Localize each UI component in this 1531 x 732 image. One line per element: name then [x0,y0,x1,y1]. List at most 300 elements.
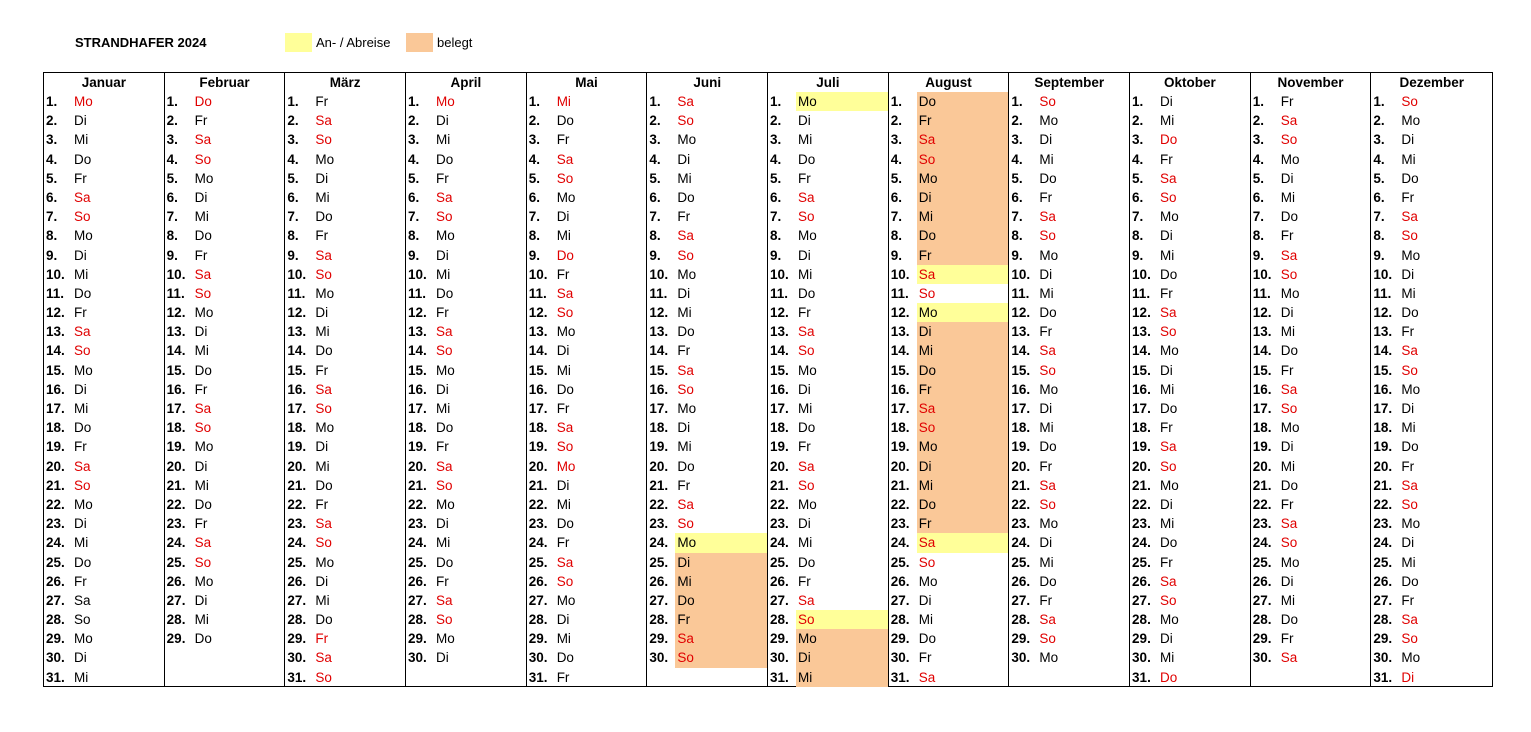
month-column-juni [647,73,768,686]
weekday-cell: Sa [436,592,453,608]
day-number: 27. [287,592,307,608]
day-row [527,514,647,533]
weekday-cell: Sa [1280,381,1298,397]
day-number: 22. [46,496,65,512]
weekday-cell: Mo [1160,612,1179,628]
day-row [406,265,526,284]
weekday-cell: Di [74,247,87,263]
day-number: 18. [1011,420,1031,436]
day-number: 13. [528,324,548,340]
weekday-cell: Fr [194,247,208,263]
weekday-cell: Di [677,285,691,301]
day-number: 27. [770,592,789,608]
day-row [527,226,647,245]
day-row [647,322,767,341]
weekday-cell: Mo [74,228,93,244]
weekday-cell: Di [918,592,932,608]
weekday-cell: Mo [677,132,697,148]
weekday-cell: Do [1160,669,1178,685]
day-row [406,476,526,495]
day-row [647,226,767,245]
weekday-cell: So [436,209,453,225]
day-number: 25. [166,554,186,570]
weekday-cell: So [194,285,212,301]
day-number: 17. [770,401,789,416]
month-name: März [329,75,361,90]
day-number: 28. [1011,612,1031,628]
day-number: 25. [46,554,65,570]
weekday-cell: Mi [1280,592,1295,608]
day-number: 10. [1252,266,1272,282]
day-row [406,591,526,610]
day-row [527,322,647,341]
day-row [1251,553,1371,572]
weekday-cell: Mo [1401,381,1421,397]
day-number: 30. [1373,650,1393,666]
day-number: 17. [1252,401,1272,416]
day-row [768,476,888,495]
weekday-cell: Fr [556,669,570,685]
day-number: 15. [1252,362,1272,378]
day-number: 14. [1373,343,1393,359]
day-number: 4. [166,151,178,167]
weekday-cell: Do [556,516,574,532]
weekday-cell: Mi [1160,247,1175,263]
day-number: 15. [46,362,65,378]
weekday-cell: Sa [74,592,91,608]
day-row [1130,591,1250,610]
weekday-cell: Mo [556,324,576,340]
weekday-cell: Mo [917,303,1009,322]
day-number: 24. [408,535,427,551]
day-number: 5. [166,170,178,186]
day-row [1251,246,1371,265]
weekday-cell: So [1401,631,1418,647]
weekday-cell: Di [798,381,811,397]
weekday-cell: Di [436,650,449,666]
weekday-cell: Di [436,113,449,129]
day-number: 8. [408,228,420,244]
day-number: 1. [890,94,902,109]
weekday-cell: Di [677,151,691,167]
day-number: 14. [770,343,789,359]
weekday-cell: Mo [194,170,214,186]
day-number: 2. [46,113,58,129]
day-number: 19. [46,439,65,455]
day-row [165,418,285,437]
weekday-cell: Sa [556,420,574,436]
day-number: 9. [649,247,661,263]
weekday-cell: Sa [74,324,91,340]
day-number: 16. [1011,381,1031,397]
day-number: 15. [770,362,789,378]
weekday-cell: So [315,401,332,416]
day-row [647,437,767,456]
day-row [285,476,405,495]
day-number: 4. [528,151,540,167]
weekday-cell: Fr [1160,554,1173,570]
day-number: 13. [1373,324,1393,340]
weekday-cell: Mi [1401,554,1416,570]
day-number: 14. [408,343,427,359]
day-row [527,668,647,687]
weekday-cell: Fr [1039,324,1053,340]
weekday-cell: So [194,420,212,436]
day-number: 16. [890,381,910,397]
day-number: 23. [46,516,65,532]
day-row [406,130,526,149]
day-row [44,629,164,648]
day-row [285,207,405,226]
day-number: 23. [890,516,910,532]
weekday-cell: Mo [1039,247,1059,263]
weekday-cell: Sa [1280,650,1298,666]
day-number: 4. [770,151,782,167]
day-number: 10. [1132,266,1151,282]
day-row [44,457,164,476]
day-row [1009,284,1129,303]
day-row [406,648,526,667]
day-number: 8. [649,228,661,244]
day-number: 11. [890,285,909,301]
day-number: 13. [1252,324,1272,340]
day-row [1251,361,1371,380]
weekday-cell: So [798,209,815,225]
month-name: September [1034,75,1105,90]
weekday-cell: Sa [315,113,332,129]
day-row [44,207,164,226]
weekday-cell: So [1160,189,1177,205]
day-row [1130,514,1250,533]
day-row [647,476,767,495]
day-row [44,380,164,399]
weekday-cell: Mo [194,439,214,455]
weekday-cell: Sa [1160,170,1177,186]
day-number: 18. [408,420,427,436]
day-row [1251,380,1371,399]
day-number: 15. [890,362,910,378]
day-number: 11. [408,285,427,301]
day-row [285,418,405,437]
day-number: 30. [770,650,789,666]
day-number: 3. [1132,132,1144,148]
day-number: 31. [287,669,307,685]
weekday-cell: Mo [1160,209,1179,225]
weekday-cell: Di [1280,573,1294,589]
day-row [165,533,285,552]
day-number: 2. [408,113,420,129]
weekday-cell: So [1160,324,1177,340]
day-row [406,226,526,245]
weekday-cell: So [1280,132,1298,148]
weekday-cell: Fr [315,362,329,378]
day-row [889,92,1009,111]
weekday-cell: Do [1280,209,1298,225]
weekday-cell: Mi [194,343,209,359]
day-number: 1. [649,94,661,109]
day-row [768,92,888,111]
weekday-cell: Mo [1039,516,1059,532]
day-number: 16. [287,381,307,397]
day-number: 14. [1011,343,1031,359]
weekday-cell: Do [436,151,454,167]
weekday-cell: Fr [1160,285,1173,301]
day-number: 6. [528,189,540,205]
day-row [889,648,1009,667]
day-number: 19. [1252,439,1272,455]
day-row [406,610,526,629]
day-row [1130,246,1250,265]
day-number: 26. [46,573,65,589]
weekday-cell: Mi [74,132,89,148]
weekday-cell: Di [798,516,811,532]
weekday-cell: Di [1160,631,1173,647]
day-row [889,629,1009,648]
day-row [1130,188,1250,207]
day-row [44,111,164,130]
day-number: 8. [1252,228,1264,244]
day-number: 25. [528,554,548,570]
day-row [1371,303,1492,322]
day-row [1130,341,1250,360]
weekday-cell: Di [1160,496,1173,512]
day-row [1130,457,1250,476]
day-number: 10. [1373,266,1393,282]
day-row [285,341,405,360]
day-row [165,130,285,149]
weekday-cell: Do [556,113,574,129]
day-row [889,226,1009,245]
day-row [768,610,888,629]
weekday-cell: Mi [798,535,813,551]
day-row [44,265,164,284]
weekday-cell: Fr [1401,324,1415,340]
day-row [647,514,767,533]
weekday-cell: Mi [1039,420,1054,436]
day-number: 22. [528,496,548,512]
weekday-cell: Do [74,285,92,301]
day-row [768,322,888,341]
day-number: 13. [287,324,307,340]
day-row [889,457,1009,476]
day-number: 6. [770,189,782,205]
weekday-cell: Fr [194,381,208,397]
day-number: 23. [287,516,307,532]
day-number: 10. [528,266,548,282]
day-number: 15. [1132,362,1151,378]
day-row [44,169,164,188]
weekday-cell: Di [556,612,570,628]
day-number: 24. [1373,535,1393,551]
day-number: 29. [287,631,307,647]
day-row [1009,361,1129,380]
weekday-cell: So [1160,592,1177,608]
weekday-cell: Di [1039,401,1053,416]
day-number: 2. [649,113,661,129]
day-row [647,92,767,111]
day-row [647,418,767,437]
day-row [527,92,647,111]
day-row [285,361,405,380]
day-number: 3. [1373,132,1385,148]
weekday-cell: Mi [436,401,451,416]
day-number: 4. [1252,151,1264,167]
day-row [165,341,285,360]
day-row [527,150,647,169]
day-number: 1. [408,94,420,109]
weekday-cell: Sa [556,554,574,570]
day-row [1251,514,1371,533]
weekday-cell: Do [798,554,816,570]
weekday-cell: Mo [796,629,888,648]
day-number: 31. [770,669,789,685]
day-number: 22. [1132,496,1151,512]
day-number: 8. [890,228,902,244]
day-row [889,188,1009,207]
weekday-cell: Mo [436,94,455,109]
day-row [1251,284,1371,303]
day-row [889,591,1009,610]
day-row [165,514,285,533]
day-number: 13. [1132,324,1151,340]
month-name: April [450,75,482,90]
day-row [1371,111,1492,130]
day-number: 23. [770,516,789,532]
weekday-cell: Mi [1160,113,1175,129]
day-number: 15. [287,362,307,378]
day-row [44,476,164,495]
day-number: 8. [1373,228,1385,244]
weekday-cell: Mo [315,554,335,570]
day-row [768,226,888,245]
day-number: 6. [890,189,902,205]
weekday-cell: So [194,151,212,167]
weekday-cell: Mi [194,612,209,628]
weekday-cell: Fr [1039,189,1053,205]
day-row [285,284,405,303]
day-row [44,303,164,322]
day-row [768,150,888,169]
day-number: 2. [770,113,782,129]
day-row [44,668,164,687]
day-number: 4. [287,151,299,167]
day-row [406,572,526,591]
day-row [768,265,888,284]
day-row [527,111,647,130]
day-row [406,169,526,188]
day-row [768,284,888,303]
day-number: 29. [1132,631,1151,647]
day-number: 10. [166,266,186,282]
day-number: 23. [1373,516,1393,532]
year-calendar-grid [43,72,1493,687]
day-number: 2. [166,113,178,129]
weekday-cell: Fr [1280,94,1294,109]
day-number: 10. [46,266,65,282]
day-row [285,610,405,629]
day-row [768,169,888,188]
day-number: 11. [649,285,668,301]
day-number: 8. [166,228,178,244]
day-row [1130,476,1250,495]
weekday-cell: Mi [74,535,89,551]
legend-label-anreise: An- / Abreise [316,35,391,50]
day-number: 24. [1252,535,1272,551]
day-number: 14. [1132,343,1151,359]
weekday-cell: Sa [1280,247,1298,263]
day-number: 25. [1252,554,1272,570]
day-number: 21. [890,477,910,493]
day-number: 3. [46,132,58,148]
weekday-cell: Mi [436,535,451,551]
day-row [1371,533,1492,552]
weekday-cell: Fr [556,132,570,148]
weekday-cell: Mi [677,439,692,455]
weekday-cell: Sa [1160,573,1177,589]
weekday-cell: Fr [315,631,329,647]
day-number: 17. [1011,401,1031,416]
weekday-cell: Fr [436,439,449,455]
weekday-cell: Do [74,554,92,570]
day-number: 27. [46,592,65,608]
day-number: 10. [649,266,669,282]
day-number: 11. [46,285,65,301]
weekday-cell: Di [315,305,329,321]
day-number: 2. [1132,113,1144,129]
day-row [889,284,1009,303]
day-row [1009,226,1129,245]
weekday-cell: Di [1280,305,1294,321]
day-number: 4. [408,151,420,167]
weekday-cell: Sa [1160,439,1177,455]
day-number: 4. [649,151,661,167]
day-row [1251,226,1371,245]
day-row [1009,92,1129,111]
day-number: 5. [1132,170,1144,186]
day-row [889,476,1009,495]
day-number: 26. [770,573,789,589]
day-row [647,207,767,226]
weekday-cell: Mi [1039,554,1054,570]
weekday-cell: Mi [315,592,330,608]
day-row [406,150,526,169]
weekday-cell: Mo [436,228,455,244]
day-row [1009,591,1129,610]
day-row [1009,610,1129,629]
weekday-cell: Fr [74,439,87,455]
day-row [1130,111,1250,130]
weekday-cell: Do [677,324,695,340]
weekday-cell: Fr [917,514,1009,533]
weekday-cell: Sa [798,592,815,608]
day-number: 12. [1011,305,1031,321]
month-column-juli [768,73,889,686]
day-number: 16. [1132,381,1151,397]
day-row [406,341,526,360]
day-row [1009,322,1129,341]
day-row [406,303,526,322]
weekday-cell: Mi [436,266,451,282]
day-row [406,207,526,226]
day-row [647,303,767,322]
day-row [889,553,1009,572]
day-number: 23. [649,516,669,532]
day-row [165,476,285,495]
day-row [406,418,526,437]
weekday-cell: Do [1160,132,1178,148]
weekday-cell: Sa [1160,305,1177,321]
day-number: 17. [890,401,910,416]
